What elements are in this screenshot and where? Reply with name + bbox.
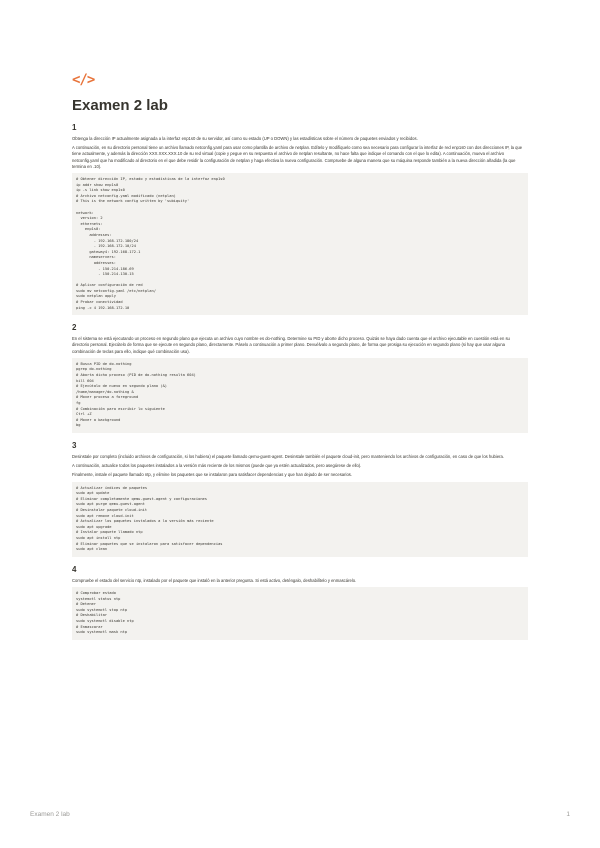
section-4 bbox=[72, 565, 528, 640]
paragraph: En el sistema se está ejecutando un proceso en segundo plano que ejecuta un archivo cuyo nombre es do-nothing. Determine su PID y aborte dicho proceso. Quizás se haya dado cuenta que el archivo ejecutable en cuestión está en su directorio personal. Ejecútelo de forma que se ejecute en segundo plano, directamente. Páselo a continuación a primer plano. Devuélvalo a segundo plano, de forma que prosiga su ejecución en segundo plano (si hay que usar alguna combinación de teclas para ello, indique qué combinación usa). bbox=[72, 336, 510, 354]
section-3 bbox=[72, 441, 528, 557]
code-block: # Comprobar estado systemctl status ntp # Detener sudo systemctl stop ntp # Deshabilitar sudo systemctl disable ntp # Enmascarar sudo systemctl mask ntp bbox=[72, 587, 528, 640]
code-block: # Busca PID de do-nothing pgrep do-nothing # Aborta dicho proceso (PID de do-nothing resulta 604) kill 604 # Ejecútalo de nuevo en segundo plano (&) /home/manager/do-nothing & # Mover proceso a foreground fg # Combinación para escribir lo siguiente Ctrl +Z # Mover a background bg bbox=[72, 358, 528, 433]
paragraph: A continuación, actualice todos los paquetes instalados a la versión más reciente de los mismos (puede que ya estén actualizados, pero asegúrese de ello). bbox=[72, 463, 362, 469]
page-title: Examen 2 lab bbox=[72, 97, 168, 114]
code-block: # Actualizar índices de paquetes sudo apt update # Eliminar completamente qemu-guest-agent y configuraciones sudo apt purge qemu-guest-agent # Desinstalar paquete cloud-init sudo apt remove cloud-init # Actualizar los paquetes instalados a la versión más reciente sudo apt upgrade # Instalar paquete llamado ntp sudo apt install ntp # Eliminar paquetes que se instalaron para satisfacer dependencias sudo apt clean bbox=[72, 482, 528, 557]
paragraph: Obtenga la dirección IP actualmente asignada a la interfaz enp1s0 de su servidor, así como su estado (UP o DOWN) y las estadísticas sobre el número de paquetes enviados y recibidos. bbox=[72, 136, 418, 141]
paragraph: Desinstale por completo (incluido archivos de configuración, si los hubiera) el paquete llamado qemu-guest-agent. Desinstale también el paquete cloud-init, pero manteniendo los archivos de configuración, en caso de que los hubiera. bbox=[72, 454, 505, 459]
footer-title: Examen 2 lab bbox=[30, 811, 70, 818]
section-number: 4 bbox=[72, 564, 77, 574]
page-number: 1 bbox=[566, 811, 570, 818]
code-block: # Obtener dirección IP, estado y estadísticas de la interfaz enp1s0 ip addr show enp1s0 ip -s link show enp1s0 # Archivo netconfig.yaml modificado (netplan) # This is the network config written by 'subiquity' network: version: 2 ethernets: enp1s0: addresses: - 192.168.172.180/24 - 192.168.172.10/24 gateway4: 192.168.172.1 nameservers: addresses: - 150.214.186.69 - 150.214.130.15 # Aplicar configuración de red sudo mv netconfig.yaml /etc/netplan/ sudo netplan apply # Probar conectividad ping -c 4 192.168.172.10 bbox=[72, 173, 528, 315]
section-number: 3 bbox=[72, 441, 77, 450]
paragraph: A continuación, en su directorio personal tiene un archivo llamado netconfig.yaml para usar como plantilla de archivo de netplan. Edítelo y modifíquelo como sea necesario para configurar la interfaz de red enp1s0 con dos direcciones IP, la que tiene actualmente, y además la dirección XXX.XXX.XXX.10 de su red virtual (copie y pegue en su respuesta el archivo de netplan resultante, no hace falta que indique el comando con el que lo edita). A continuación, mueva el archivo netconfig.yaml que ha modificado al directorio en el que debe residir la configuración de netplan y haga efectiva la nueva configuración. Compruebe de alguna manera que su máquina responde también a la nueva dirección añadida (la que termina en .10). bbox=[72, 145, 523, 169]
section-1 bbox=[72, 123, 528, 315]
code-icon: </> bbox=[72, 72, 95, 88]
section-number: 1 bbox=[72, 123, 77, 132]
section-number: 2 bbox=[72, 323, 77, 333]
paragraph: Compruebe el estado del servicio ntp, instalado por el paquete que instaló en la anterior pregunta. Si está activo, deténgalo, deshabilítelo y enmascárelo. bbox=[72, 577, 357, 583]
paragraph: Finalmente, instale el paquete llamado ntp, y elimine los paquetes que se instalaron para satisfacer dependencias y que han dejado de ser necesarios. bbox=[72, 472, 353, 478]
section-2 bbox=[72, 323, 528, 433]
document-page bbox=[72, 72, 528, 648]
